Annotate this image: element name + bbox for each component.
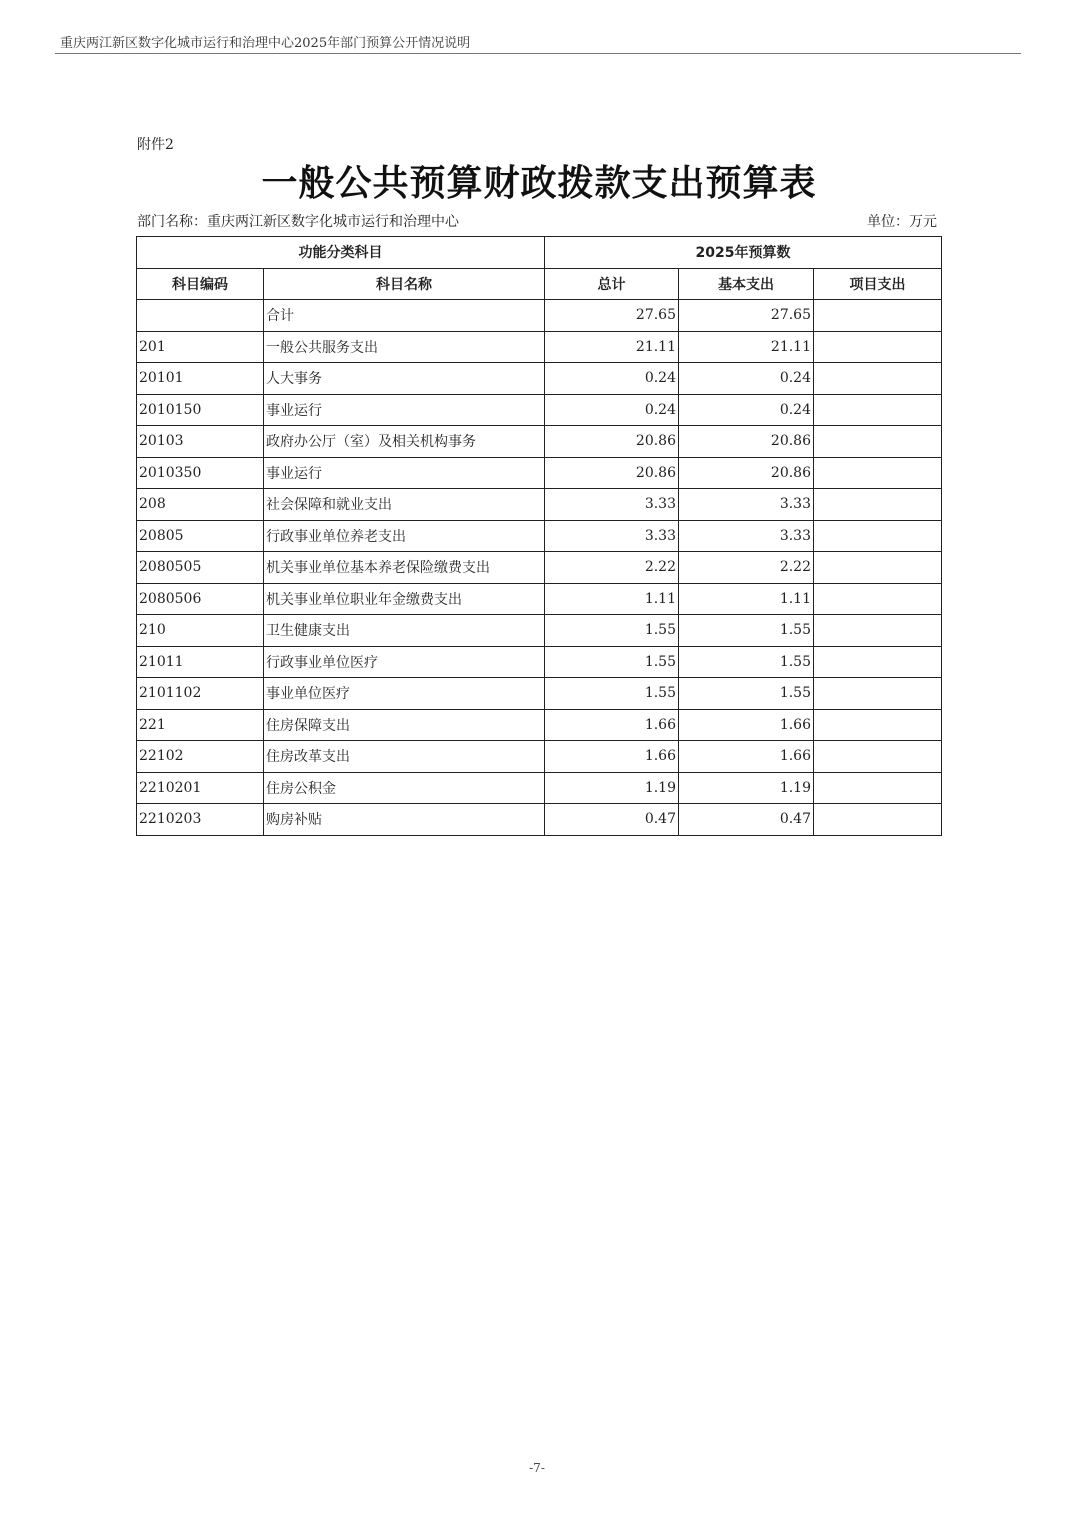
cell-project: [814, 300, 942, 332]
cell-project: [814, 552, 942, 584]
cell-project: [814, 520, 942, 552]
cell-code: 221: [137, 709, 264, 741]
cell-basic: 21.11: [679, 331, 814, 363]
cell-basic: 3.33: [679, 520, 814, 552]
cell-code: 2101102: [137, 678, 264, 710]
cell-total: 21.11: [545, 331, 679, 363]
table-row: [137, 520, 942, 552]
cell-code: 22102: [137, 741, 264, 773]
cell-total: 0.24: [545, 363, 679, 395]
cell-project: [814, 804, 942, 836]
cell-project: [814, 709, 942, 741]
column-header-code: 科目编码: [137, 268, 264, 300]
cell-basic: 1.66: [679, 741, 814, 773]
cell-code: 208: [137, 489, 264, 521]
table-row: [137, 772, 942, 804]
cell-code: 201: [137, 331, 264, 363]
cell-total: 1.55: [545, 615, 679, 647]
cell-basic: 27.65: [679, 300, 814, 332]
cell-name: 一般公共服务支出: [264, 331, 545, 363]
cell-name: 机关事业单位基本养老保险缴费支出: [264, 552, 545, 584]
cell-project: [814, 394, 942, 426]
table-row: [137, 804, 942, 836]
table-row: [137, 741, 942, 773]
cell-project: [814, 583, 942, 615]
cell-project: [814, 457, 942, 489]
group-header-row: [137, 237, 942, 269]
cell-basic: 2.22: [679, 552, 814, 584]
cell-name: 事业运行: [264, 394, 545, 426]
cell-code: [137, 300, 264, 332]
cell-basic: 1.55: [679, 615, 814, 647]
cell-name: 卫生健康支出: [264, 615, 545, 647]
unit-label: 单位：万元: [867, 214, 937, 230]
cell-total: 1.11: [545, 583, 679, 615]
table-row: [137, 678, 942, 710]
cell-name: 合计: [264, 300, 545, 332]
cell-total: 3.33: [545, 489, 679, 521]
budget-table: [136, 236, 942, 836]
cell-total: 27.65: [545, 300, 679, 332]
cell-project: [814, 646, 942, 678]
cell-basic: 0.24: [679, 394, 814, 426]
cell-name: 政府办公厅（室）及相关机构事务: [264, 426, 545, 458]
table-row: [137, 394, 942, 426]
cell-name: 社会保障和就业支出: [264, 489, 545, 521]
cell-project: [814, 741, 942, 773]
cell-basic: 1.55: [679, 646, 814, 678]
table-row: [137, 552, 942, 584]
cell-name: 住房公积金: [264, 772, 545, 804]
cell-basic: 0.24: [679, 363, 814, 395]
cell-basic: 1.11: [679, 583, 814, 615]
cell-code: 2210203: [137, 804, 264, 836]
cell-total: 1.66: [545, 709, 679, 741]
cell-code: 21011: [137, 646, 264, 678]
cell-project: [814, 678, 942, 710]
header-rule: [55, 53, 1021, 54]
running-header: 重庆两江新区数字化城市运行和治理中心2025年部门预算公开情况说明: [60, 36, 471, 51]
table-row: [137, 426, 942, 458]
table-row: [137, 583, 942, 615]
cell-basic: 20.86: [679, 426, 814, 458]
table-row: [137, 363, 942, 395]
table-row: [137, 300, 942, 332]
cell-total: 2.22: [545, 552, 679, 584]
cell-basic: 0.47: [679, 804, 814, 836]
cell-total: 1.55: [545, 646, 679, 678]
cell-total: 1.66: [545, 741, 679, 773]
cell-code: 20103: [137, 426, 264, 458]
cell-code: 2010150: [137, 394, 264, 426]
group-header-budget: 2025年预算数: [545, 237, 942, 269]
cell-project: [814, 489, 942, 521]
cell-name: 事业运行: [264, 457, 545, 489]
column-header-total: 总计: [545, 268, 679, 300]
table-row: [137, 489, 942, 521]
cell-total: 1.19: [545, 772, 679, 804]
cell-basic: 20.86: [679, 457, 814, 489]
cell-name: 人大事务: [264, 363, 545, 395]
cell-basic: 1.66: [679, 709, 814, 741]
cell-project: [814, 363, 942, 395]
cell-project: [814, 331, 942, 363]
column-header-name: 科目名称: [264, 268, 545, 300]
attachment-label: 附件2: [137, 137, 174, 153]
cell-project: [814, 426, 942, 458]
cell-basic: 1.55: [679, 678, 814, 710]
cell-name: 购房补贴: [264, 804, 545, 836]
cell-project: [814, 772, 942, 804]
table-row: [137, 331, 942, 363]
table-row: [137, 615, 942, 647]
cell-name: 住房改革支出: [264, 741, 545, 773]
cell-name: 住房保障支出: [264, 709, 545, 741]
cell-code: 2210201: [137, 772, 264, 804]
table-body: [137, 300, 942, 836]
column-header-basic: 基本支出: [679, 268, 814, 300]
cell-total: 0.24: [545, 394, 679, 426]
column-header-project: 项目支出: [814, 268, 942, 300]
cell-code: 2080506: [137, 583, 264, 615]
cell-total: 3.33: [545, 520, 679, 552]
cell-code: 20101: [137, 363, 264, 395]
cell-basic: 3.33: [679, 489, 814, 521]
cell-code: 20805: [137, 520, 264, 552]
department-name: 部门名称：重庆两江新区数字化城市运行和治理中心: [137, 214, 459, 230]
meta-line: [137, 211, 937, 231]
cell-code: 2010350: [137, 457, 264, 489]
cell-total: 20.86: [545, 426, 679, 458]
cell-basic: 1.19: [679, 772, 814, 804]
group-header-functional: 功能分类科目: [137, 237, 545, 269]
cell-name: 事业单位医疗: [264, 678, 545, 710]
table-row: [137, 646, 942, 678]
cell-total: 1.55: [545, 678, 679, 710]
table-row: [137, 709, 942, 741]
cell-total: 20.86: [545, 457, 679, 489]
cell-name: 行政事业单位养老支出: [264, 520, 545, 552]
cell-code: 2080505: [137, 552, 264, 584]
cell-code: 210: [137, 615, 264, 647]
cell-total: 0.47: [545, 804, 679, 836]
page-title: 一般公共预算财政拨款支出预算表: [261, 163, 817, 204]
column-header-row: [137, 268, 942, 300]
cell-project: [814, 615, 942, 647]
cell-name: 机关事业单位职业年金缴费支出: [264, 583, 545, 615]
cell-name: 行政事业单位医疗: [264, 646, 545, 678]
page-number: -7-: [529, 1461, 545, 1475]
table-row: [137, 457, 942, 489]
